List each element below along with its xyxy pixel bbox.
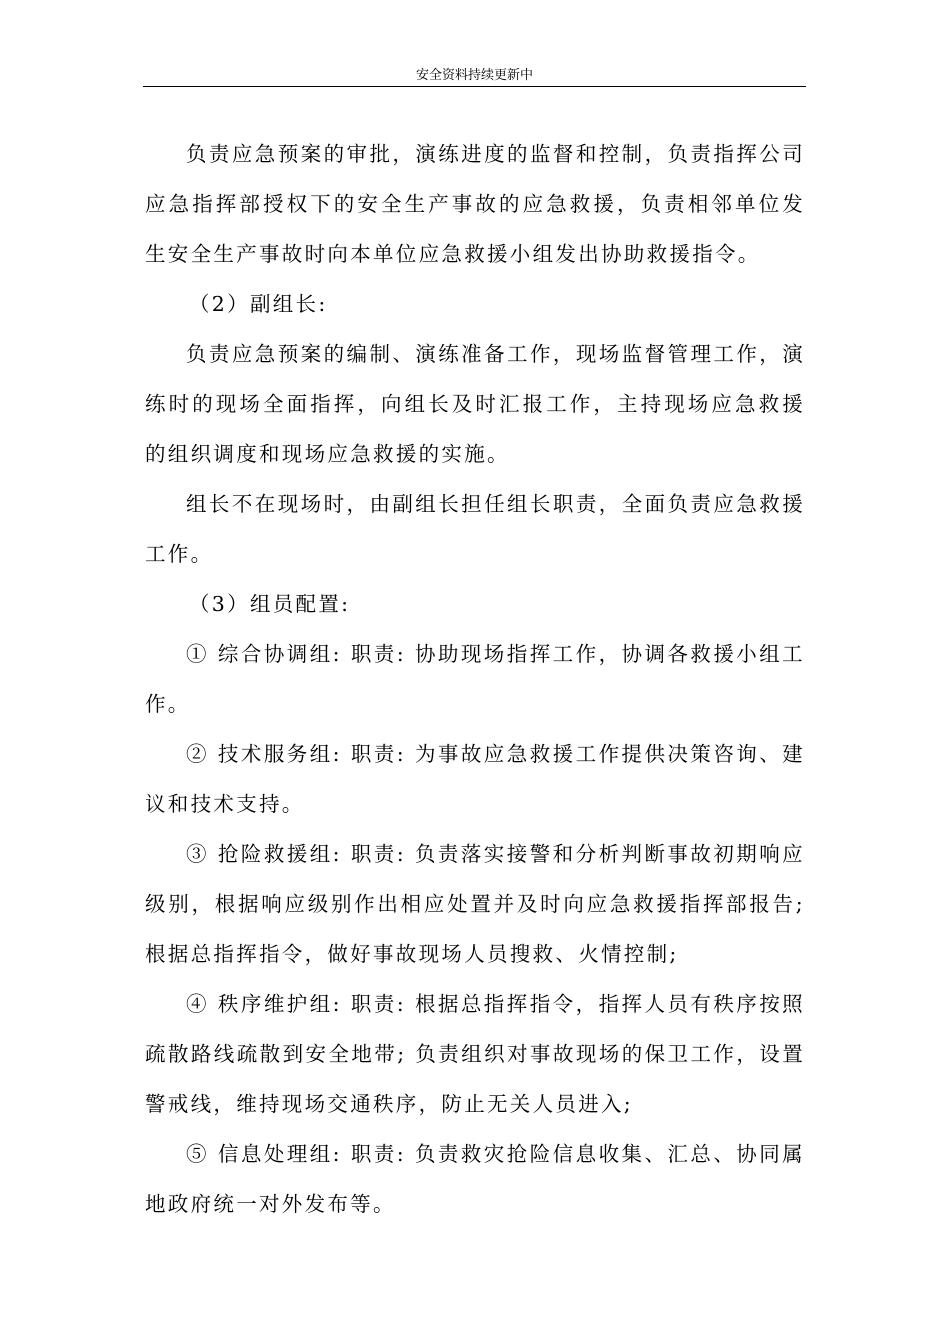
- heading-member-config: （3）组员配置:: [189, 592, 351, 616]
- document-body: [145, 129, 805, 1229]
- paragraph-information-group: ⑤ 信息处理组: 职责: 负责救灾抢险信息收集、汇总、协同属地政府统一对外发布等。: [145, 1142, 805, 1216]
- paragraph-leader-duties: 负责应急预案的审批，演练进度的监督和控制，负责指挥公司应急指挥部授权下的安全生产事故的应急救援，负责相邻单位发生安全生产事故时向本单位应急救援小组发出协助救援指令。: [145, 142, 805, 266]
- paragraph-coordination-group: ① 综合协调组: 职责: 协助现场指挥工作，协调各救援小组工作。: [145, 642, 805, 716]
- paragraph-order-group: ④ 秩序维护组: 职责: 根据总指挥指令，指挥人员有秩序按照疏散路线疏散到安全地带; 负责组织对事故现场的保卫工作，设置警戒线，维持现场交通秩序，防止无关人员进入;: [145, 992, 805, 1116]
- page-header: 安全资料持续更新中: [415, 68, 533, 83]
- paragraph-deputy-duties: 负责应急预案的编制、演练准备工作，现场监督管理工作，演练时的现场全面指挥，向组长及时汇报工作，主持现场应急救援的组织调度和现场应急救援的实施。: [145, 342, 805, 466]
- paragraph-technical-group: ② 技术服务组: 职责: 为事故应急救援工作提供决策咨询、建议和技术支持。: [145, 742, 805, 816]
- paragraph-deputy-substitute: 组长不在现场时，由副组长担任组长职责，全面负责应急救援工作。: [145, 492, 805, 566]
- paragraph-rescue-group: ③ 抢险救援组: 职责: 负责落实接警和分析判断事故初期响应级别，根据响应级别作出相应处置并及时向应急救援指挥部报告;根据总指挥指令，做好事故现场人员搜救、火情控制;: [145, 842, 805, 966]
- heading-deputy-leader: （2）副组长:: [189, 292, 328, 316]
- header-divider: [143, 86, 806, 87]
